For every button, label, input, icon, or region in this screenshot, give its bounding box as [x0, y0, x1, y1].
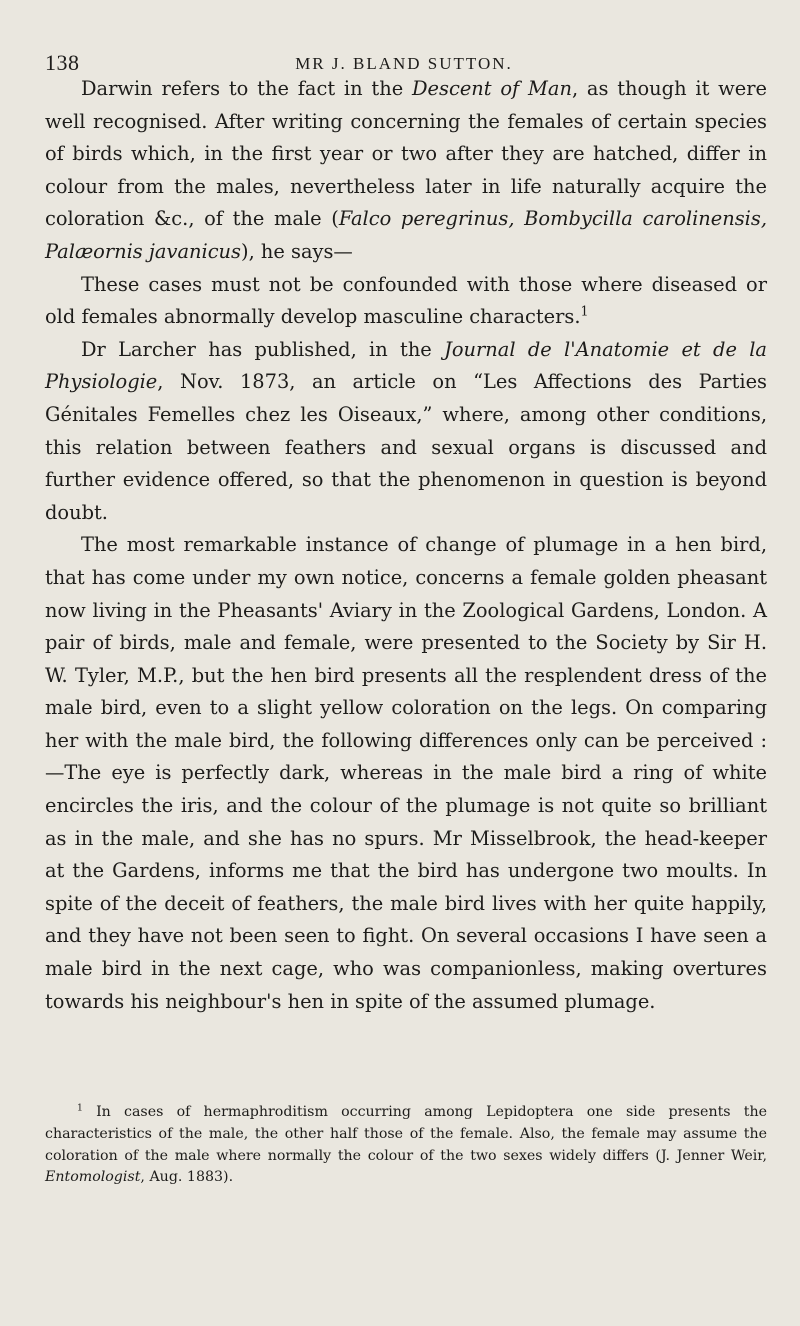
paragraph-darwin: Darwin refers to the fact in the Descent of Man, as though it were well recognised. After writing concerning the females of certain species of birds which, in the first year or two after they are hatched, differ in colour from the males, nevertheless later in life naturally acquire the coloration &c., of the male (Falco peregrinus, Bombycilla carolinensis, Palæornis javanicus), he says— — [45, 77, 767, 263]
footnotes — [45, 1102, 767, 1189]
periodical-title: Entomologist — [45, 1169, 141, 1186]
footnote: $^1$ In cases of hermaphroditism occurring among Lepidoptera one side presents the characteristics of the male, the other half those of the female. Also, the female may assume the coloration of the male where normally the colour of the two sexes widely differs (J. Jenner Weir, Entomologist, Aug. 1883). — [45, 1102, 767, 1186]
page-number: 138 — [45, 50, 80, 75]
paragraph-golden-pheasant: The most remarkable instance of change of plumage in a hen bird, that has come under my own notice, concerns a female golden pheasant now living in the Pheasants' Aviary in the Zoological Gardens, London. A pair of birds, male and female, were presented to the Society by Sir H. W. Tyler, M.P., but the hen bird presents all the resplendent dress of the male bird, even to a slight yellow coloration on the legs. On comparing her with the male bird, the following differences only can be perceived :—The eye is perfectly dark, whereas in the male bird a ring of white encircles the iris, and the colour of the plumage is not quite so brilliant as in the male, and she has no spurs. Mr Misselbrook, the head-keeper at the Gardens, informs me that the bird has undergone two moults. In spite of the deceit of feathers, the male bird lives with her quite happily, and they have not been seen to fight. On several occasions I have seen a male bird in the next cage, who was companionless, making overtures towards his neighbour's hen in spite of the assumed plumage. — [45, 533, 767, 1013]
body-text — [45, 73, 767, 1018]
footnote-marker: 1 — [77, 1102, 83, 1114]
journal-title: Journal de l'Anatomie et de la Physiologie — [45, 337, 767, 394]
paragraph-larcher: Dr Larcher has published, in the Journal de l'Anatomie et de la Physiologie, Nov. 1873, an article on “Les Affections des Parties Génitales Femelles chez les Oiseaux,” where, among other conditions, this relation between feathers and sexual organs is discussed and further evidence offered, so that the phenomenon in question is beyond doubt. — [45, 337, 767, 524]
paragraph-quotation: These cases must not be confounded with those where diseased or old females abnormally develop masculine characters.$^1$ — [45, 272, 767, 329]
footnote-reference: 1 — [580, 303, 589, 319]
book-title-descent-of-man: Descent of Man — [411, 77, 572, 100]
running-title: MR J. BLAND SUTTON. — [295, 54, 513, 73]
species-names: Falco peregrinus, Bombycilla carolinensis, Palæornis javanicus — [45, 207, 767, 263]
